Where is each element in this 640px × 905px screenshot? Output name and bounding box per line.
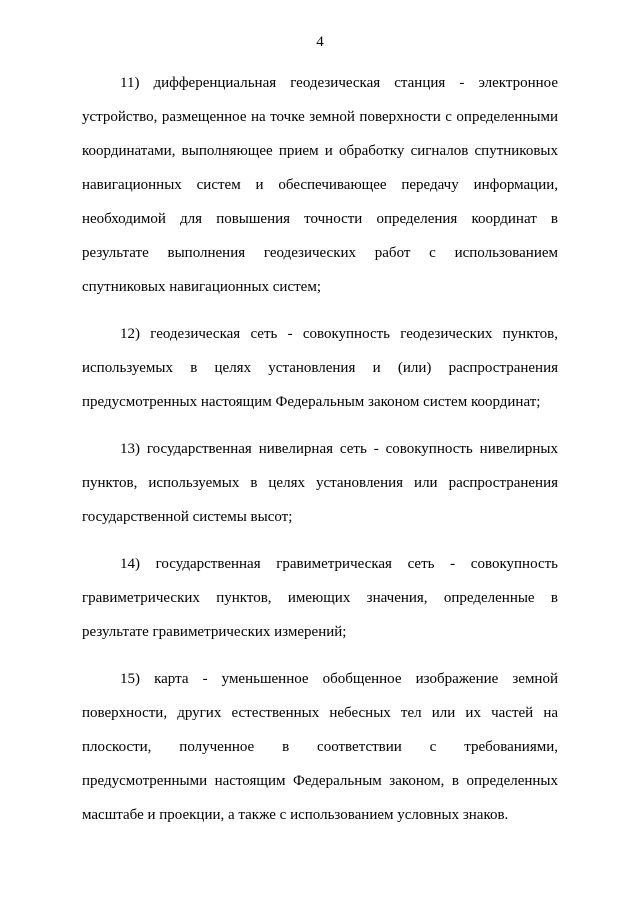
definition-item-15: 15) карта - уменьшенное обобщенное изображение земной поверхности, других естественных небесных тел или их частей на плоскости, полученное в соответствии с требованиями, предусмотренными настоящим Федеральным законом, в определенных масштабе и проекции, а также с использованием условных знаков. xyxy=(82,671,558,823)
document-body xyxy=(82,66,558,845)
definition-item-13: 13) государственная нивелирная сеть - совокупность нивелирных пунктов, используемых в целях установления или распространения государственной системы высот; xyxy=(82,441,558,525)
definition-item-12: 12) геодезическая сеть - совокупность геодезических пунктов, используемых в целях установления и (или) распространения предусмотренных настоящим Федеральным законом систем координат; xyxy=(82,326,558,410)
page-number: 4 xyxy=(316,34,324,50)
definition-item-11: 11) дифференциальная геодезическая станция - электронное устройство, размещенное на точке земной поверхности с определенными координатами, выполняющее прием и обработку сигналов спутниковых навигационных систем и обеспечивающее передачу информации, необходимой для повышения точности определения координат в результате выполнения геодезических работ с использованием спутниковых навигационных систем; xyxy=(82,75,558,295)
definition-item-14: 14) государственная гравиметрическая сеть - совокупность гравиметрических пунктов, имеющих значения, определенные в результате гравиметрических измерений; xyxy=(82,556,558,640)
